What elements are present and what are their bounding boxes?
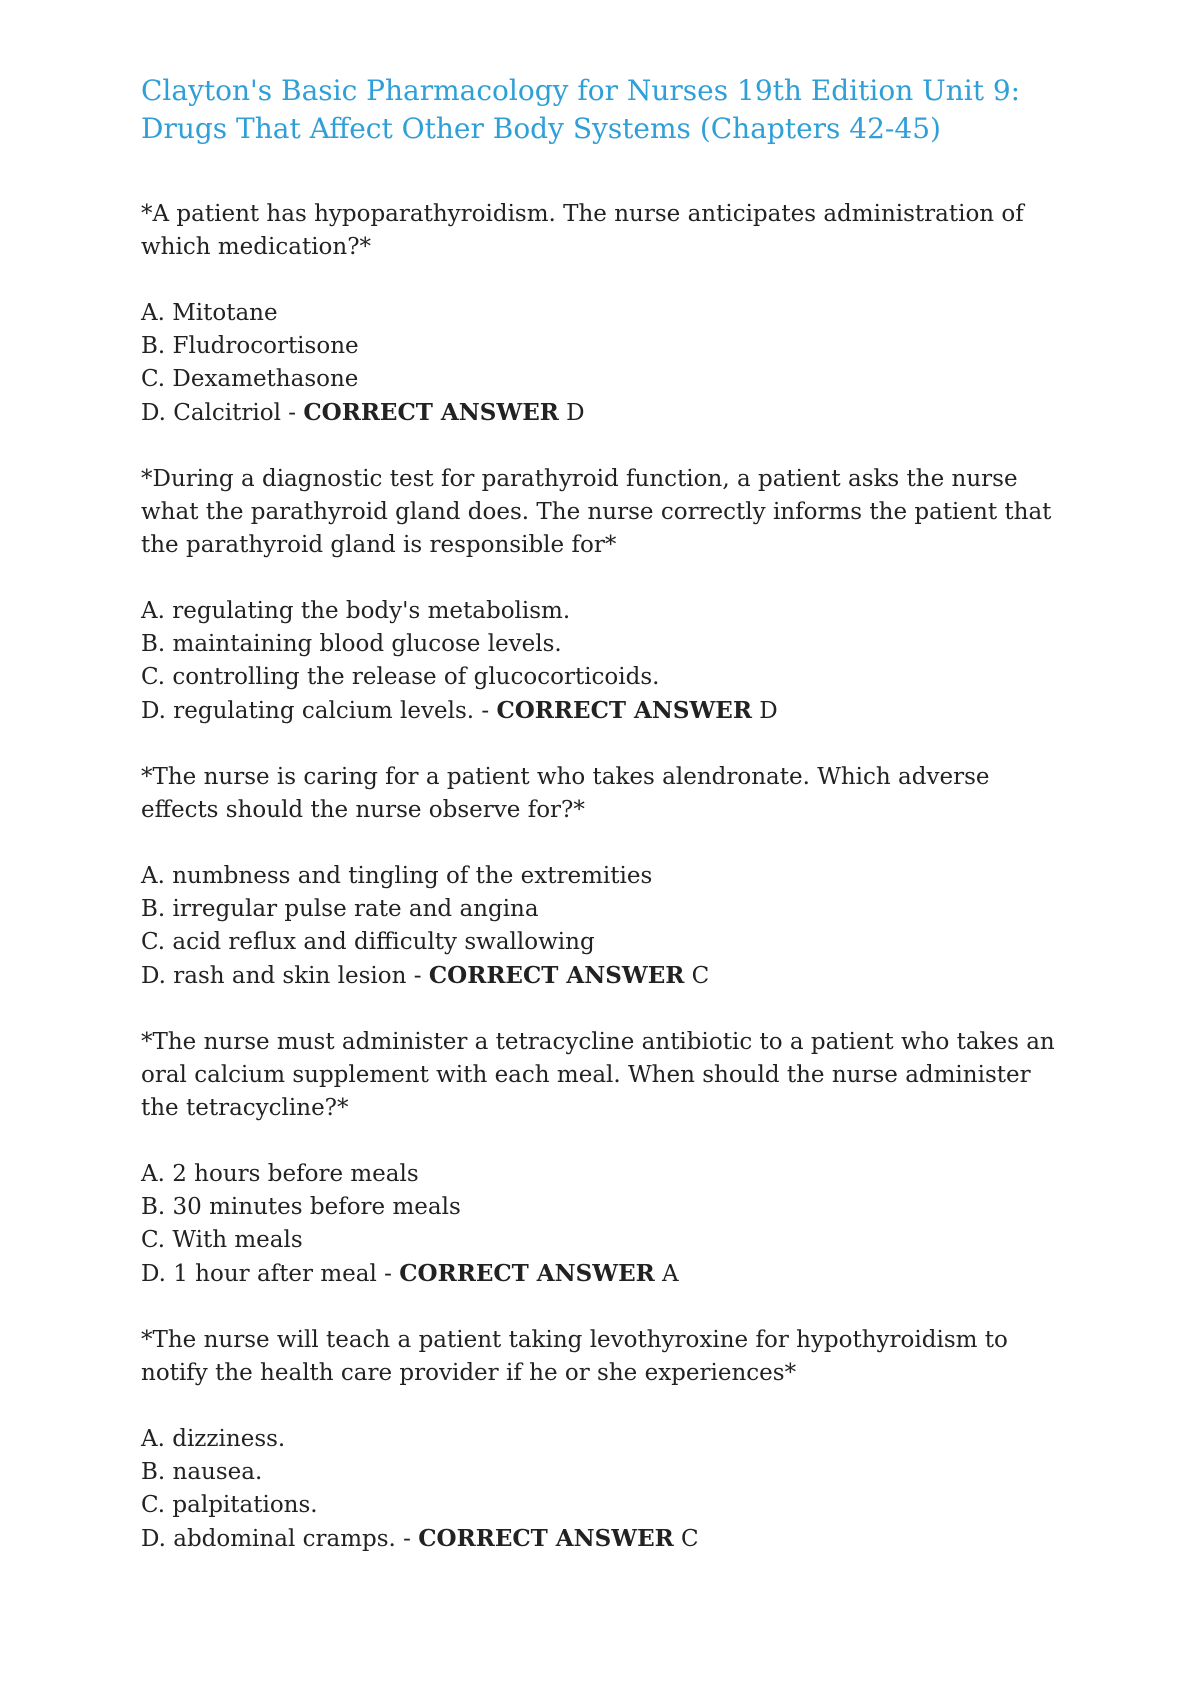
answer-separator: - <box>406 963 429 989</box>
question-text: *During a diagnostic test for parathyroid function, a patient asks the nurse what the parathyroid gland does. The nurse correctly informs the patient that the parathyroid gland is responsible for* <box>141 466 1052 558</box>
correct-answer-label: CORRECT ANSWER <box>303 399 559 426</box>
option-item: C. controlling the release of glucocorticoids. <box>141 664 660 690</box>
answer-separator: - <box>474 698 497 724</box>
option-text: D. abdominal cramps. <box>141 1526 396 1552</box>
option-item: B. irregular pulse rate and angina <box>141 896 539 922</box>
option-item: A. regulating the body's metabolism. <box>141 598 571 624</box>
option-item: C. acid reflux and difficulty swallowing <box>141 929 595 955</box>
correct-answer-letter: C <box>691 963 710 989</box>
option-list <box>141 595 1071 728</box>
option-item: A. numbness and tingling of the extremities <box>141 863 653 889</box>
option-item: B. maintaining blood glucose levels. <box>141 631 562 657</box>
option-item: C. With meals <box>141 1227 303 1253</box>
option-text: D. regulating calcium levels. <box>141 698 475 724</box>
question-block <box>141 463 1071 728</box>
option-item-with-answer <box>141 1522 1071 1556</box>
option-item: A. dizziness. <box>141 1426 286 1452</box>
question-block <box>141 198 1071 430</box>
question-text: *A patient has hypoparathyroidism. The nurse anticipates administration of which medication?* <box>141 201 1024 260</box>
answer-separator: - <box>376 1261 400 1287</box>
correct-answer-label: CORRECT ANSWER <box>428 962 685 989</box>
option-list <box>141 297 1071 430</box>
question-block <box>141 1324 1071 1556</box>
document-title: Clayton's Basic Pharmacology for Nurses 19th Edition Unit 9: Drugs That Affect Other Body Systems (Chapters 42-45) <box>141 74 1021 145</box>
question-text: *The nurse must administer a tetracycline antibiotic to a patient who takes an oral calcium supplement with each meal. When should the nurse administer the tetracycline?* <box>141 1029 1055 1121</box>
option-item: A. Mitotane <box>141 300 278 326</box>
question-text: *The nurse will teach a patient taking levothyroxine for hypothyroidism to notify the health care provider if he or she experiences* <box>141 1327 1008 1386</box>
option-list <box>141 860 1071 993</box>
document-page <box>141 72 1071 1589</box>
question-block <box>141 761 1071 993</box>
correct-answer-label: CORRECT ANSWER <box>399 1260 655 1287</box>
option-text: D. Calcitriol <box>141 400 281 426</box>
option-list <box>141 1158 1071 1291</box>
option-item: B. 30 minutes before meals <box>141 1194 461 1220</box>
option-item: C. palpitations. <box>141 1492 318 1518</box>
correct-answer-letter: D <box>759 698 778 724</box>
correct-answer-letter: A <box>662 1261 679 1287</box>
correct-answer-letter: D <box>566 400 585 426</box>
option-item-with-answer <box>141 1257 1071 1291</box>
answer-separator: - <box>395 1526 419 1552</box>
option-item-with-answer <box>141 396 1071 430</box>
correct-answer-label: CORRECT ANSWER <box>418 1525 674 1552</box>
answer-separator: - <box>280 400 304 426</box>
option-item: B. Fludrocortisone <box>141 333 359 359</box>
option-item-with-answer <box>141 959 1071 993</box>
option-text: D. 1 hour after meal <box>141 1261 377 1287</box>
question-block <box>141 1026 1071 1291</box>
question-text: *The nurse is caring for a patient who takes alendronate. Which adverse effects should the nurse observe for?* <box>141 764 990 823</box>
option-list <box>141 1423 1071 1556</box>
correct-answer-label: CORRECT ANSWER <box>496 697 752 724</box>
option-item: C. Dexamethasone <box>141 366 359 392</box>
correct-answer-letter: C <box>681 1526 699 1552</box>
option-item: B. nausea. <box>141 1459 263 1485</box>
option-text: D. rash and skin lesion <box>141 963 407 989</box>
option-item: A. 2 hours before meals <box>141 1161 419 1187</box>
option-item-with-answer <box>141 694 1071 728</box>
